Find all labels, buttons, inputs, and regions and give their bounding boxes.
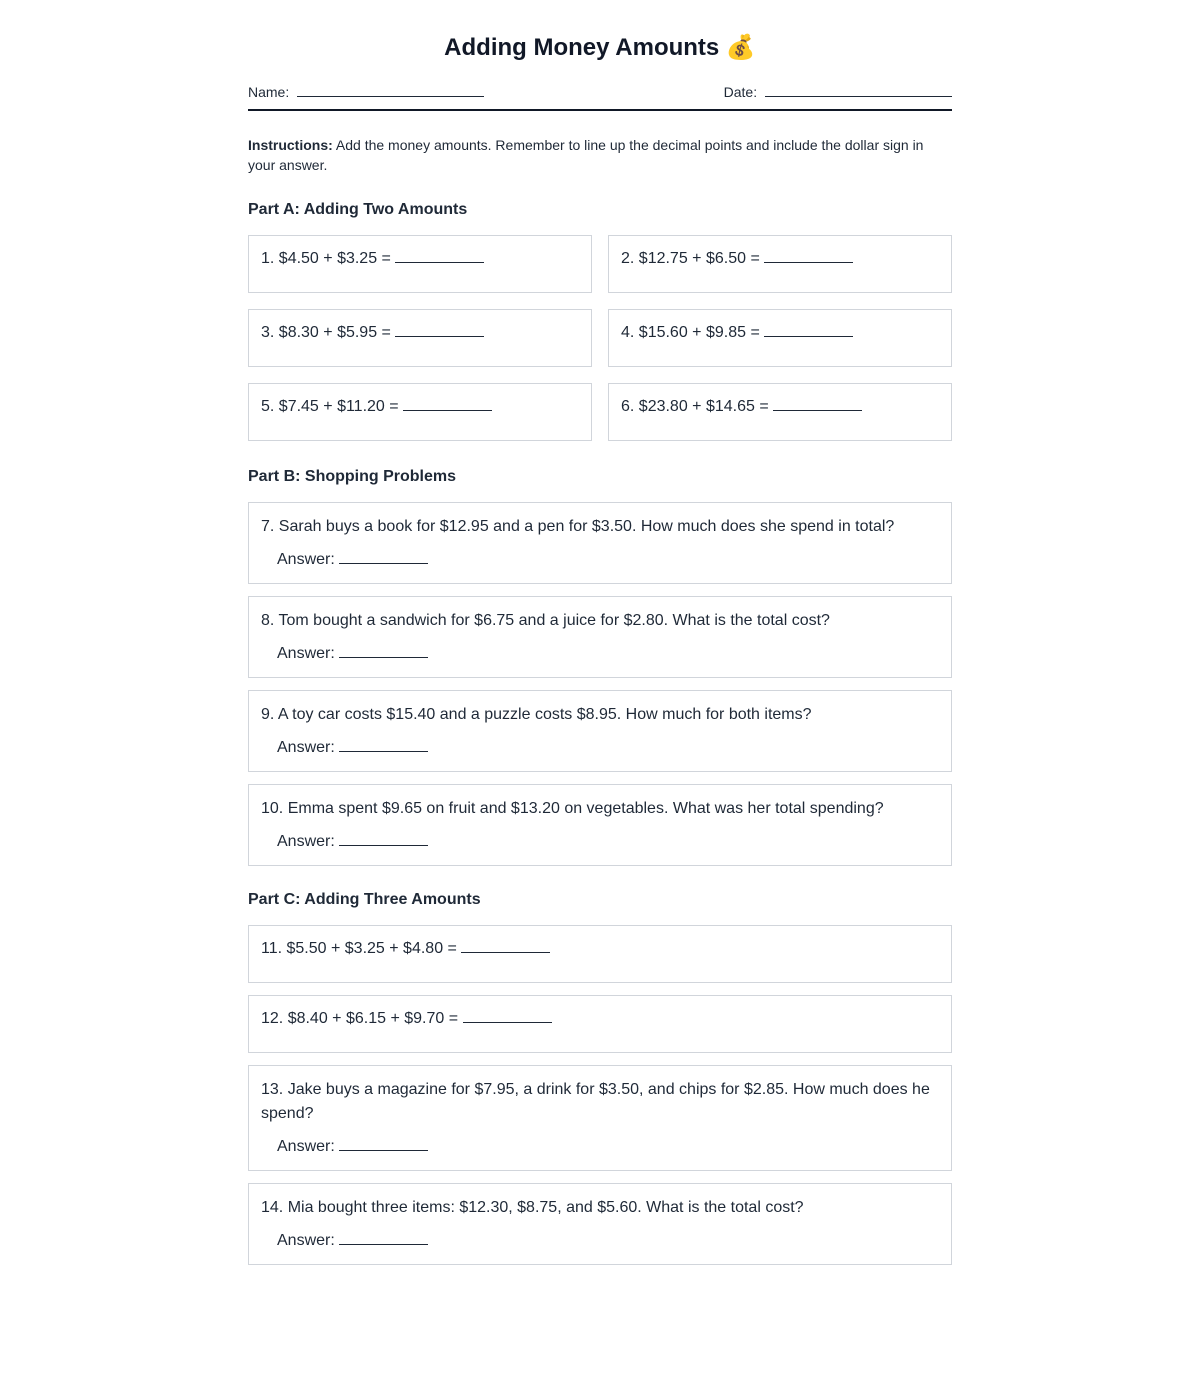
answer-blank[interactable] <box>764 322 853 337</box>
problem-text: 13. Jake buys a magazine for $7.95, a drink for $3.50, and chips for $2.85. How much does he spend? <box>261 1081 930 1122</box>
problem-text: 4. $15.60 + $9.85 = <box>621 324 765 341</box>
problem-text: 10. Emma spent $9.65 on fruit and $13.20 on vegetables. What was her total spending? <box>261 800 884 817</box>
problem-text: 5. $7.45 + $11.20 = <box>261 398 404 415</box>
problem-text: 7. Sarah buys a book for $12.95 and a pen for $3.50. How much does she spend in total? <box>261 518 895 535</box>
problem-box <box>248 309 592 367</box>
answer-row <box>261 1136 939 1158</box>
answer-label: Answer: <box>277 1138 340 1155</box>
name-field[interactable] <box>248 83 484 101</box>
answer-blank[interactable] <box>773 396 862 411</box>
name-date-row <box>248 83 952 111</box>
answer-label: Answer: <box>277 551 340 568</box>
answer-label: Answer: <box>277 1232 340 1249</box>
date-blank[interactable] <box>765 83 952 97</box>
problem-text: 8. Tom bought a sandwich for $6.75 and a juice for $2.80. What is the total cost? <box>261 612 830 629</box>
instructions <box>248 135 952 175</box>
instructions-text: Add the money amounts. Remember to line up the decimal points and include the dollar sign in your answer. <box>248 137 924 173</box>
problem-text: 3. $8.30 + $5.95 = <box>261 324 396 341</box>
answer-blank[interactable] <box>339 643 428 658</box>
problem-text: 2. $12.75 + $6.50 = <box>621 250 765 267</box>
part-b-title: Part B: Shopping Problems <box>248 468 457 485</box>
word-problem-box <box>248 784 952 866</box>
answer-blank[interactable] <box>339 1230 428 1245</box>
problem-box <box>248 995 952 1053</box>
answer-row <box>261 549 939 571</box>
part-b-list <box>248 502 952 866</box>
answer-row <box>261 1230 939 1252</box>
answer-row <box>261 831 939 853</box>
answer-blank[interactable] <box>461 938 550 953</box>
answer-label: Answer: <box>277 645 340 662</box>
name-blank[interactable] <box>297 83 484 97</box>
date-field[interactable] <box>724 83 952 101</box>
answer-blank[interactable] <box>403 396 492 411</box>
word-problem-box <box>248 1183 952 1265</box>
answer-blank[interactable] <box>339 737 428 752</box>
answer-blank[interactable] <box>339 831 428 846</box>
answer-blank[interactable] <box>395 322 484 337</box>
word-problem-box <box>248 502 952 584</box>
answer-row <box>261 643 939 665</box>
page-title: Adding Money Amounts 💰 <box>444 34 756 61</box>
answer-blank[interactable] <box>339 1136 428 1151</box>
answer-label: Answer: <box>277 833 340 850</box>
problem-box <box>248 235 592 293</box>
answer-blank[interactable] <box>395 248 484 263</box>
problem-text: 11. $5.50 + $3.25 + $4.80 = <box>261 940 462 957</box>
word-problem-box <box>248 1065 952 1171</box>
part-c-title: Part C: Adding Three Amounts <box>248 891 481 908</box>
answer-row <box>261 737 939 759</box>
problem-text: 1. $4.50 + $3.25 = <box>261 250 396 267</box>
date-label: Date: <box>723 84 758 100</box>
name-label: Name: <box>248 84 290 100</box>
problem-box <box>608 235 952 293</box>
answer-blank[interactable] <box>339 549 428 564</box>
word-problem-box <box>248 690 952 772</box>
worksheet <box>248 0 952 1277</box>
problem-box <box>608 383 952 441</box>
problem-box <box>248 383 592 441</box>
problem-text: 9. A toy car costs $15.40 and a puzzle costs $8.95. How much for both items? <box>261 706 812 723</box>
part-a-grid <box>248 235 952 441</box>
word-problem-box <box>248 596 952 678</box>
part-a-title: Part A: Adding Two Amounts <box>248 201 468 218</box>
instructions-label: Instructions: <box>248 137 333 153</box>
answer-blank[interactable] <box>463 1008 552 1023</box>
problem-text: 12. $8.40 + $6.15 + $9.70 = <box>261 1010 463 1027</box>
problem-text: 14. Mia bought three items: $12.30, $8.75, and $5.60. What is the total cost? <box>261 1199 804 1216</box>
answer-label: Answer: <box>277 739 340 756</box>
answer-blank[interactable] <box>764 248 853 263</box>
problem-text: 6. $23.80 + $14.65 = <box>621 398 774 415</box>
problem-box <box>248 925 952 983</box>
part-c-list <box>248 925 952 1265</box>
problem-box <box>608 309 952 367</box>
